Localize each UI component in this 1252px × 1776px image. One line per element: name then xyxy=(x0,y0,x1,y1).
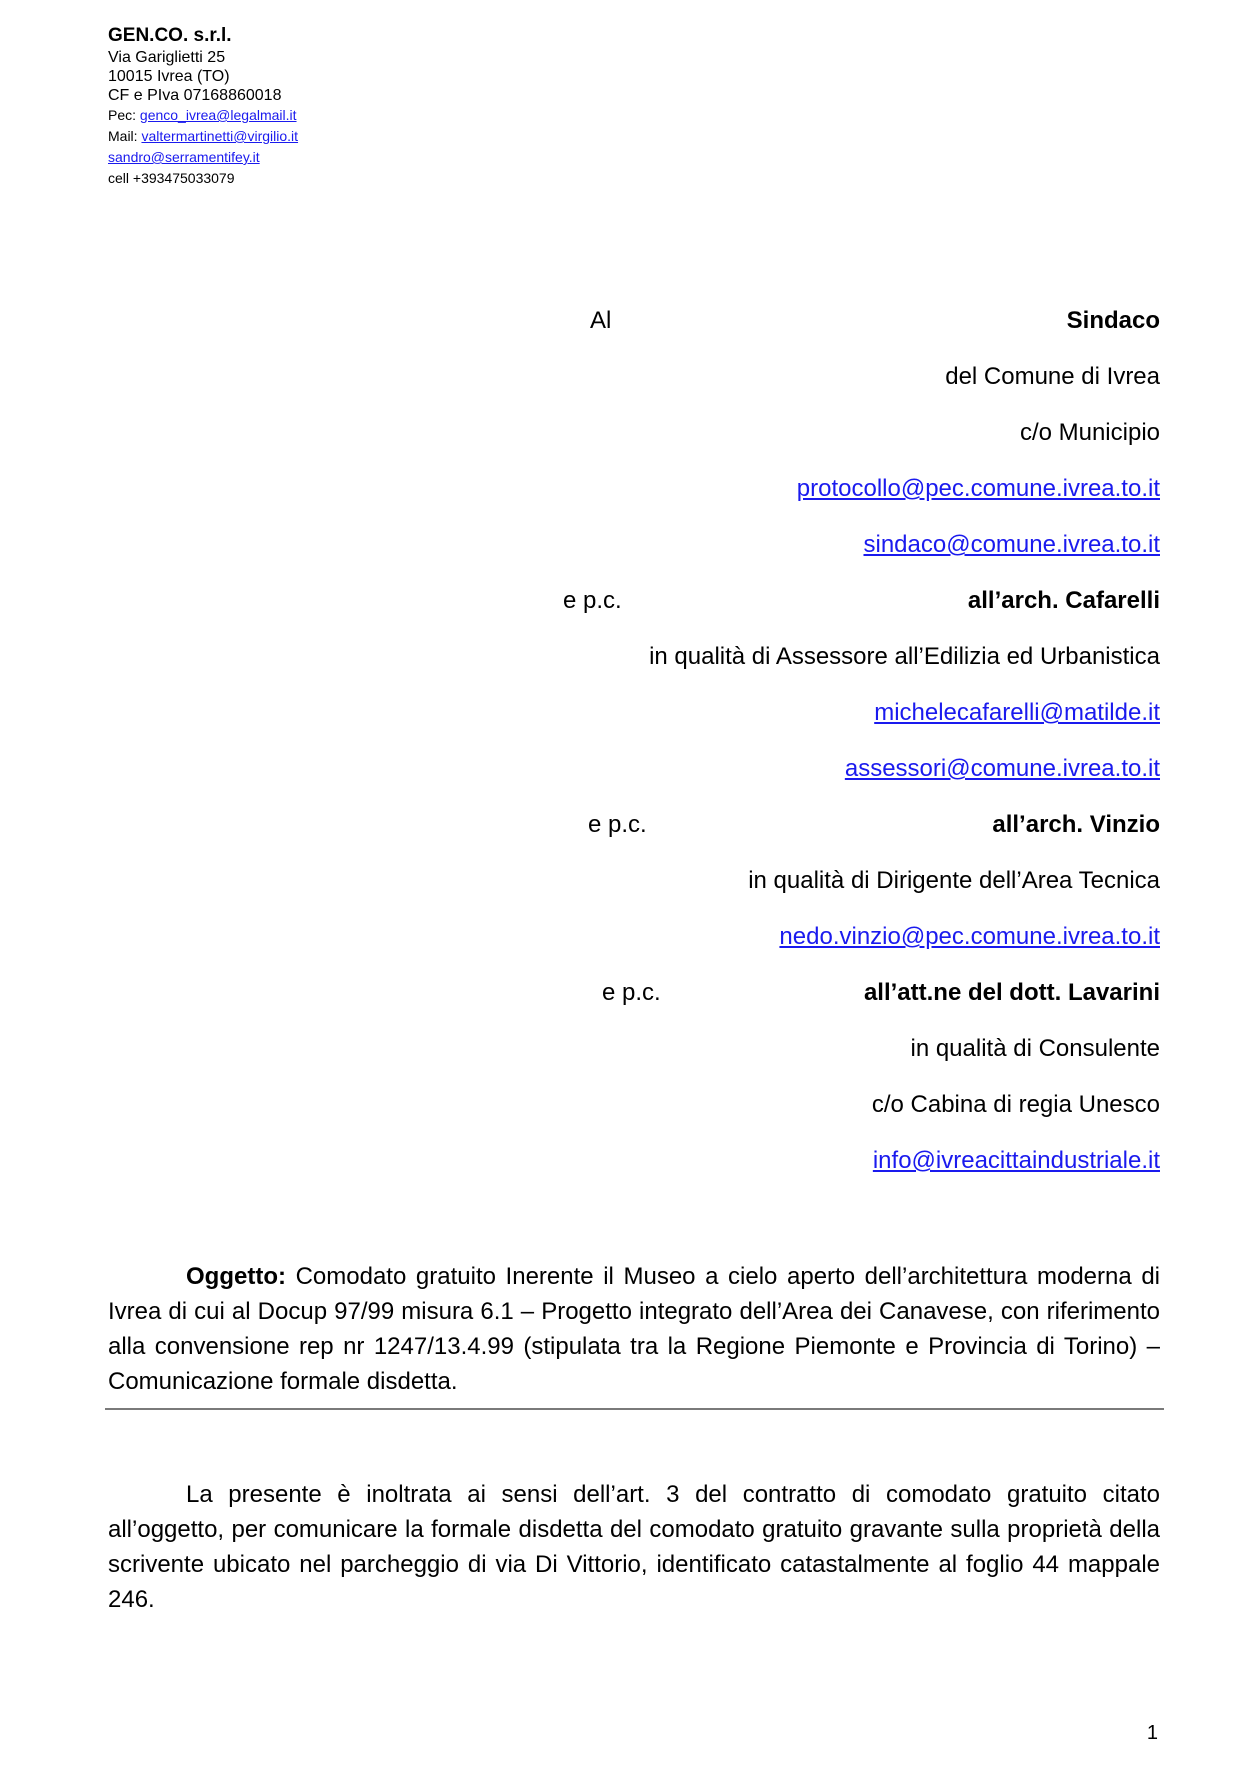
assessori-email-link[interactable]: assessori@comune.ivrea.to.it xyxy=(844,755,1160,782)
company-city: 10015 Ivrea (TO) xyxy=(108,68,230,85)
mail-email-link[interactable]: valtermartinetti@virgilio.it xyxy=(141,128,299,144)
comune-row xyxy=(540,362,1160,392)
vinzio-name: all’arch. Vinzio xyxy=(992,811,1160,838)
assessori-email-row xyxy=(540,754,1160,784)
page-number: 1 xyxy=(1146,1722,1158,1744)
cafarelli-role-row xyxy=(540,642,1160,672)
body-paragraph xyxy=(108,1477,1160,1617)
lavarini-name: all’att.ne del dott. Lavarini xyxy=(863,979,1160,1006)
info-email-link[interactable]: info@ivreacittaindustriale.it xyxy=(872,1147,1160,1174)
protocollo-row xyxy=(540,474,1160,504)
sindaco-label: Sindaco xyxy=(1066,307,1160,334)
protocollo-email-link[interactable]: protocollo@pec.comune.ivrea.to.it xyxy=(796,475,1160,502)
cafarelli-role: in qualità di Assessore all’Edilizia ed Urbanistica xyxy=(649,643,1160,670)
cabina-row xyxy=(540,1090,1160,1120)
letterhead xyxy=(108,24,298,189)
pec-email-link[interactable]: genco_ivrea@legalmail.it xyxy=(139,107,297,123)
subject-divider xyxy=(105,1408,1164,1410)
lavarini-row xyxy=(540,978,1160,1008)
company-name: GEN.CO. s.r.l. xyxy=(108,25,232,46)
sindaco-email-link[interactable]: sindaco@comune.ivrea.to.it xyxy=(863,531,1160,558)
mail-label: Mail: xyxy=(108,128,138,144)
vinzio-role: in qualità di Dirigente dell’Area Tecnica xyxy=(748,867,1160,894)
pec-line xyxy=(108,105,298,126)
epc-label-1: e p.c. xyxy=(563,587,622,614)
info-email-row xyxy=(540,1146,1160,1176)
vinzio-email-row xyxy=(540,922,1160,952)
vinzio-role-row xyxy=(540,866,1160,896)
cafarelli-email-link[interactable]: michelecafarelli@matilde.it xyxy=(874,699,1160,726)
recipient-sindaco-row xyxy=(540,306,1160,336)
pec-label: Pec: xyxy=(108,107,137,123)
mail-line xyxy=(108,126,298,147)
vinzio-email-link[interactable]: nedo.vinzio@pec.comune.ivrea.to.it xyxy=(779,923,1160,950)
company-street: Via Gariglietti 25 xyxy=(108,49,226,66)
cafarelli-row xyxy=(540,586,1160,616)
secondary-email-link[interactable]: sandro@serramentifey.it xyxy=(108,149,260,165)
vinzio-row xyxy=(540,810,1160,840)
cell-line: cell +393475033079 xyxy=(108,170,235,186)
epc-label-2: e p.c. xyxy=(588,811,647,838)
cafarelli-email-row xyxy=(540,698,1160,728)
subject-paragraph xyxy=(108,1259,1160,1399)
cafarelli-name: all’arch. Cafarelli xyxy=(967,587,1160,614)
company-tax-id: CF e PIva 07168860018 xyxy=(108,87,282,104)
subject-label: Oggetto: xyxy=(186,1263,286,1290)
subject-text: Comodato gratuito Inerente il Museo a cielo aperto dell’architettura moderna di Ivrea di cui al Docup 97/99 misura 6.1 – Progetto integrato dell’Area dei Canavese, con riferimento alla convensione rep nr 1247/13.4.99 (stipulata tra la Regione Piemonte e Provincia di Torino) – Comunicazione formale disdetta. xyxy=(108,1263,1160,1395)
al-label: Al xyxy=(590,307,612,334)
municipio-text: c/o Municipio xyxy=(1019,419,1160,446)
municipio-row xyxy=(540,418,1160,448)
sindaco-email-row xyxy=(540,530,1160,560)
body-text: La presente è inoltrata ai sensi dell’art. 3 del contratto di comodato gratuito citato all’oggetto, per comunicare la formale disdetta del comodato gratuito gravante sulla proprietà della scrivente ubicato nel parcheggio di via Di Vittorio, identificato catastalmente al foglio 44 mappale 246. xyxy=(108,1481,1160,1613)
epc-label-3: e p.c. xyxy=(602,979,661,1006)
comune-text: del Comune di Ivrea xyxy=(945,363,1160,390)
lavarini-role-row xyxy=(540,1034,1160,1064)
cabina-text: c/o Cabina di regia Unesco xyxy=(871,1091,1160,1118)
email2-line xyxy=(108,147,298,168)
lavarini-role: in qualità di Consulente xyxy=(910,1035,1160,1062)
